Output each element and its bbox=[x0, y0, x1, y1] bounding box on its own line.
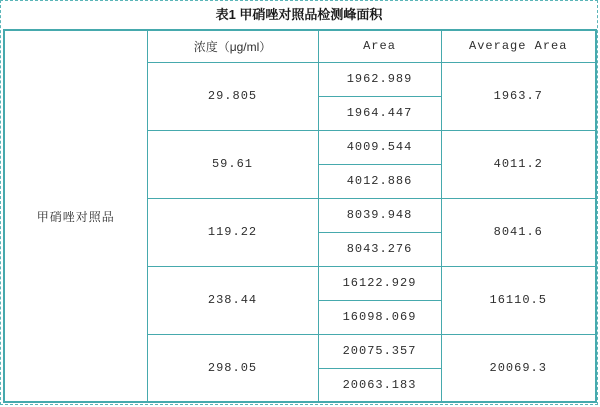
concentration-cell: 238.44 bbox=[147, 266, 318, 334]
area-cell: 1962.989 bbox=[318, 62, 441, 96]
peak-area-table bbox=[3, 29, 597, 403]
area-cell: 4012.886 bbox=[318, 164, 441, 198]
concentration-cell: 119.22 bbox=[147, 198, 318, 266]
area-cell: 1964.447 bbox=[318, 96, 441, 130]
area-cell: 16098.069 bbox=[318, 300, 441, 334]
area-cell: 4009.544 bbox=[318, 130, 441, 164]
col-header-concentration: 浓度（μg/ml） bbox=[147, 30, 318, 62]
area-cell: 20075.357 bbox=[318, 334, 441, 368]
concentration-cell: 29.805 bbox=[147, 62, 318, 130]
concentration-cell: 298.05 bbox=[147, 334, 318, 402]
average-area-cell: 16110.5 bbox=[441, 266, 596, 334]
concentration-cell: 59.61 bbox=[147, 130, 318, 198]
average-area-cell: 1963.7 bbox=[441, 62, 596, 130]
area-cell: 20063.183 bbox=[318, 368, 441, 402]
col-header-average-area: Average Area bbox=[441, 30, 596, 62]
table-caption: 表1 甲硝唑对照品检测峰面积 bbox=[215, 7, 383, 22]
area-cell: 8039.948 bbox=[318, 198, 441, 232]
row-group-label: 甲硝唑对照品 bbox=[4, 30, 147, 402]
table-header-row bbox=[4, 30, 596, 62]
area-cell: 8043.276 bbox=[318, 232, 441, 266]
col-header-area: Area bbox=[318, 30, 441, 62]
area-cell: 16122.929 bbox=[318, 266, 441, 300]
average-area-cell: 8041.6 bbox=[441, 198, 596, 266]
average-area-cell: 20069.3 bbox=[441, 334, 596, 402]
average-area-cell: 4011.2 bbox=[441, 130, 596, 198]
